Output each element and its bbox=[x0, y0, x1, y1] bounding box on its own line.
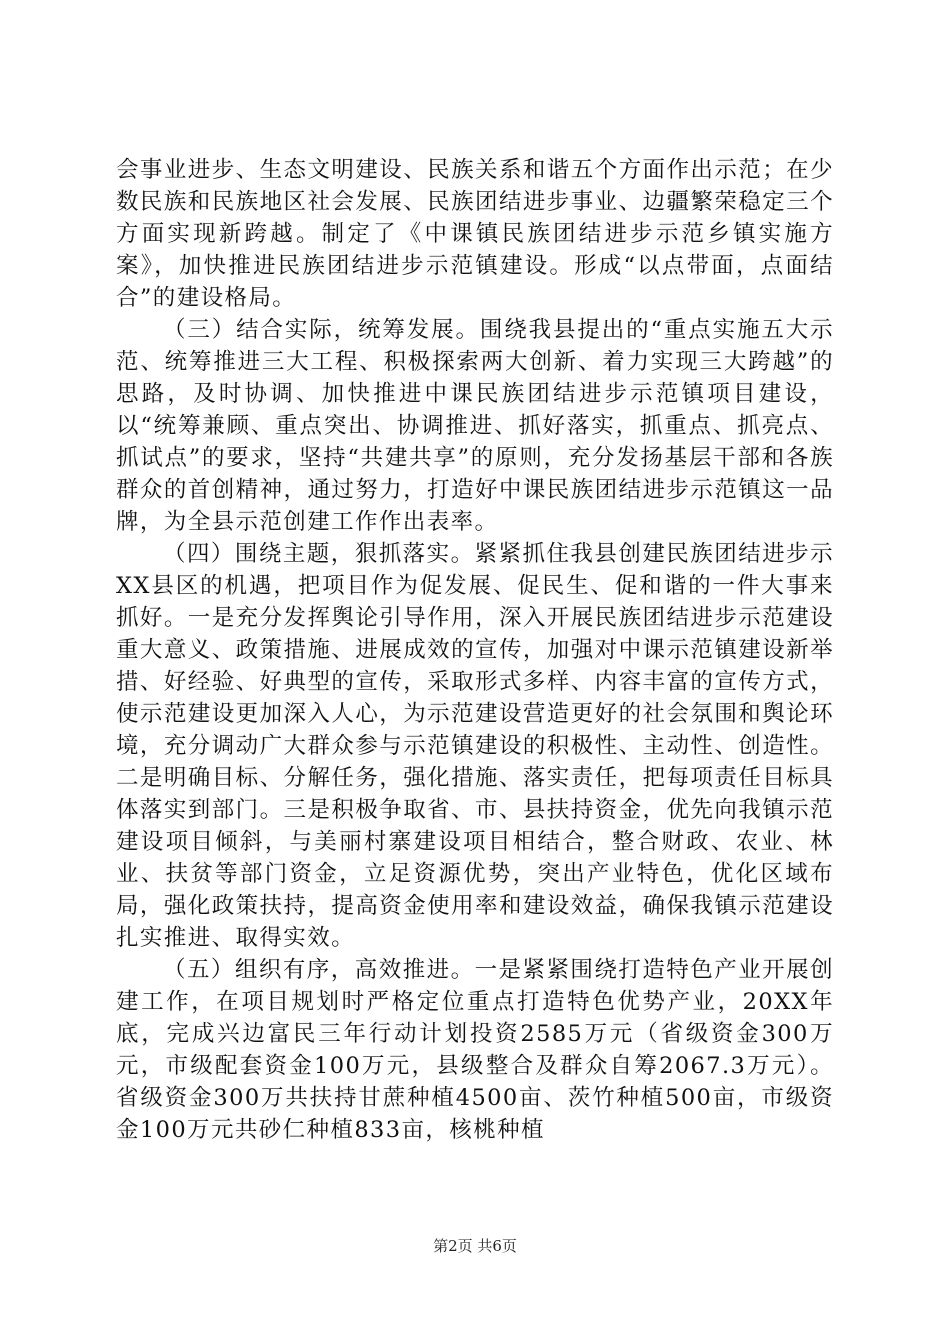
page-number-label: 第2页 共6页 bbox=[433, 1237, 517, 1255]
paragraph-section-5: （五）组织有序，高效推进。一是紧紧围绕打造特色产业开展创建工作，在项目规划时严格定位重点打造特色优势产业，20XX年底，完成兴边富民三年行动计划投资2585万元（省级资金300万元，市级配套资金100万元，县级整合及群众自筹2067.3万元）。省级资金300万共扶持甘蔗种植4500亩、茨竹种植500亩，市级资金100万元共砂仁种植833亩，核桃种植 bbox=[116, 957, 834, 1143]
paragraph-continuation: 会事业进步、生态文明建设、民族关系和谐五个方面作出示范；在少数民族和民族地区社会发展、民族团结进步事业、边疆繁荣稳定三个方面实现新跨越。制定了《中课镇民族团结进步示范乡镇实施方案》，加快推进民族团结进步示范镇建设。形成“以点带面，点面结合”的建设格局。 bbox=[116, 157, 834, 311]
paragraph-section-3: （三）结合实际，统筹发展。围绕我县提出的“重点实施五大示范、统筹推进三大工程、积极探索两大创新、着力实现三大跨越”的思路，及时协调、加快推进中课民族团结进步示范镇项目建设，以“统筹兼顾、重点突出、协调推进、抓好落实，抓重点、抓亮点、抓试点”的要求，坚持“共建共享”的原则，充分发扬基层干部和各族群众的首创精神，通过努力，打造好中课民族团结进步示范镇这一品牌，为全县示范创建工作作出表率。 bbox=[116, 317, 834, 535]
document-body bbox=[116, 154, 834, 1146]
page-footer bbox=[0, 1236, 950, 1256]
paragraph-section-4: （四）围绕主题，狠抓落实。紧紧抓住我县创建民族团结进步示XX县区的机遇，把项目作为促发展、促民生、促和谐的一件大事来抓好。一是充分发挥舆论引导作用，深入开展民族团结进步示范建设重大意义、政策措施、进展成效的宣传，加强对中课示范镇建设新举措、好经验、好典型的宣传，采取形式多样、内容丰富的宣传方式，使示范建设更加深入人心，为示范建设营造更好的社会氛围和舆论环境，充分调动广大群众参与示范镇建设的积极性、主动性、创造性。二是明确目标、分解任务，强化措施、落实责任，把每项责任目标具体落实到部门。三是积极争取省、市、县扶持资金，优先向我镇示范建设项目倾斜，与美丽村寨建设项目相结合，整合财政、农业、林业、扶贫等部门资金，立足资源优势，突出产业特色，优化区域布局，强化政策扶持，提高资金使用率和建设效益，确保我镇示范建设扎实推进、取得实效。 bbox=[116, 541, 834, 951]
